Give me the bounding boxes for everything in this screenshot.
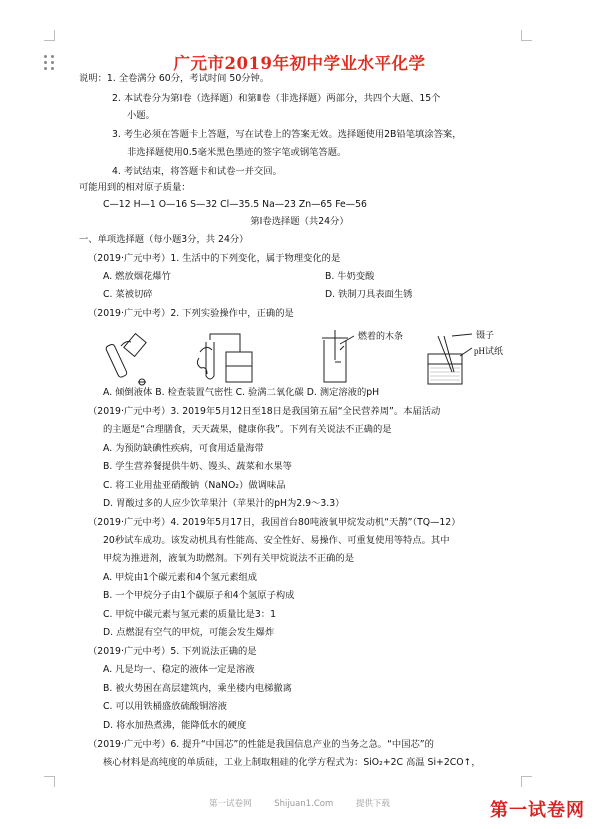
text-line: 的主题是“合理膳食，天天蔬果，健康你我”。下列有关说法不正确的是 <box>103 424 392 435</box>
text-line: B. 被火势困在高层建筑内，乘坐楼内电梯撤离 <box>103 683 292 694</box>
text-line: C. 可以用铁桶盛放硫酸铜溶液 <box>103 701 227 712</box>
text-line: D. 将水加热煮沸，能降低水的硬度 <box>103 720 247 731</box>
text-line: 核心材料是高纯度的单质硅，工业上制取粗硅的化学方程式为：SiO₂+2C 高温 Si+2CO↑， <box>103 757 481 768</box>
text-line: （2019·广元中考）2. 下列实验操作中，正确的是 <box>88 308 294 319</box>
text-line: B. 学生营养餐提供牛奶、馒头、蔬菜和水果等 <box>103 461 292 472</box>
text-line: 小题。 <box>127 110 155 121</box>
text-line: A. 倾倒液体 B. 检查装置气密性 C. 验满二氧化碳 D. 测定溶液的pH <box>103 387 380 398</box>
text-line: D. 胃酸过多的人应少饮苹果汁（苹果汁的pH为2.9～3.3） <box>103 498 345 509</box>
text-line: C. 菜被切碎 <box>103 289 153 300</box>
text-line: A. 燃放烟花爆竹 <box>103 271 171 282</box>
text-line: D. 铁制刀具表面生锈 <box>325 289 413 300</box>
experiment-figure <box>96 330 536 388</box>
text-line: 4. 考试结束，将答题卡和试卷一并交回。 <box>112 166 282 177</box>
footer-download-text: 提供下载 <box>355 799 390 809</box>
document-title: 广元市2019年初中学业水平化学 <box>173 54 426 73</box>
page-corner-top-right <box>521 30 532 41</box>
text-line: B. 一个甲烷分子由1个碳原子和4个氢原子构成 <box>103 590 295 601</box>
text-line: （2019·广元中考）3. 2019年5月12日至18日是我国第五届“全民营养周”。本届活动 <box>88 406 441 417</box>
page-corner-top-left <box>44 30 55 41</box>
brand-watermark: 第一试卷网 <box>490 800 585 821</box>
text-line: 第Ⅰ卷选择题（共24分） <box>250 216 349 227</box>
ph-paper-label: pH试纸 <box>474 346 503 356</box>
text-line: 3. 考生必须在答题卡上答题，写在试卷上的答案无效。选择题使用2B铅笔填涂答案， <box>112 129 462 140</box>
ph-test-illustration <box>428 330 503 384</box>
text-line: 一、单项选择题（每小题3分，共 24分） <box>79 234 249 245</box>
text-line: 非选择题使用0.5毫米黑色墨迹的签字笔或钢笔答题。 <box>127 147 347 158</box>
text-line: B. 牛奶变酸 <box>325 271 375 282</box>
text-line: （2019·广元中考）6. 提升“中国芯”的性能是我国信息产业的当务之急。“中国芯”的 <box>88 739 434 750</box>
text-line: C. 甲烷中碳元素与氢元素的质量比是3：1 <box>103 609 276 620</box>
text-line: 20秒试车成功。该发动机具有性能高、安全性好、易操作、可重复使用等特点。其中 <box>103 535 450 546</box>
text-line: C—12 H—1 O—16 S—32 Cl—35.5 Na—23 Zn—65 Fe—56 <box>103 199 367 210</box>
text-line: A. 为预防缺碘性疾病，可食用适量海带 <box>103 443 264 454</box>
text-line: （2019·广元中考）4. 2019年5月17日，我国首台80吨液氧甲烷发动机“天鹊”（TQ—12） <box>88 517 461 528</box>
tweezers-label: 镊子 <box>476 330 495 340</box>
pour-liquid-illustration <box>105 334 146 385</box>
footer-site-name: 第一试卷网 <box>209 799 252 809</box>
burning-stick-label: 燃着的木条 <box>358 331 404 341</box>
co2-check-illustration <box>322 330 403 382</box>
text-line: A. 凡是均一、稳定的液体一定是溶液 <box>103 664 255 675</box>
text-line: （2019·广元中考）1. 生活中的下列变化，属于物理变化的是 <box>88 253 341 264</box>
text-line: 2. 本试卷分为第Ⅰ卷（选择题）和第Ⅱ卷（非选择题）两部分，共四个大题、15个 <box>112 93 441 104</box>
text-line: C. 将工业用盐亚硝酸钠（NaNO₂）做调味品 <box>103 480 286 491</box>
text-line: （2019·广元中考）5. 下列说法正确的是 <box>88 646 257 657</box>
airtightness-illustration <box>197 334 252 382</box>
footer-site-url: Shijuan1.Com <box>274 799 334 809</box>
text-line: A. 甲烷由1个碳元素和4个氢元素组成 <box>103 572 258 583</box>
text-line: 甲烷为推进剂，液氧为助燃剂。下列有关甲烷说法不正确的是 <box>103 553 355 564</box>
text-line: D. 点燃混有空气的甲烷，可能会发生爆炸 <box>103 627 275 638</box>
page-corner-bottom-left <box>44 776 55 787</box>
page-corner-bottom-right <box>521 776 532 787</box>
text-line: 可能用到的相对原子质量： <box>79 182 191 193</box>
text-line: 说明：1. 全卷满分 60分，考试时间 50分钟。 <box>79 73 270 84</box>
